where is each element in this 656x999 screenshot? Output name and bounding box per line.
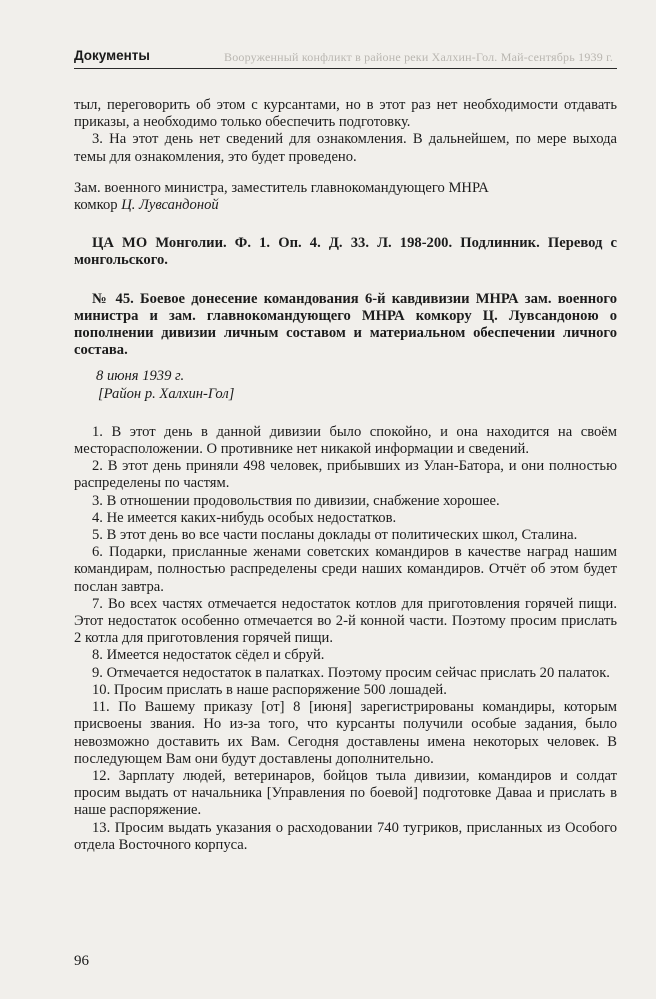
report-item-8: 8. Имеется недостаток сёдел и сбруй. (92, 647, 325, 664)
report-item-13: 13. Просим выдать указания о расходовании 740 тугриков, присланных из Особого отдела Восточного корпуса. (74, 819, 617, 853)
running-title: Документы (74, 48, 150, 63)
signature-rank: комкор (74, 197, 118, 214)
report-item-5: 5. В этот день во все части посланы доклады от политических школ, Сталина. (92, 527, 578, 544)
continuation-paragraph: тыл, переговорить об этом с курсантами, но в этот раз нет необходимости отдавать приказы, а необходимо только обеспечить подготовку. (74, 97, 617, 131)
report-item-11: 11. По Вашему приказу [от] 8 [июня] зарегистрированы командиры, которым присвоены звания. Но из-за того, что курсанты получили особые задания, было невозможно доставить их Вам. Сегодня доставлены имена некоторых человек. В последующем Вам они будут доставлены дополнительно. (74, 699, 617, 767)
archive-reference: ЦА МО Монголии. Ф. 1. Оп. 4. Д. 33. Л. 198-200. Подлинник. Перевод с монгольского. (74, 235, 617, 269)
report-item-2: 2. В этот день приняли 498 человек, прибывших из Улан-Батора, и они полностью распределены по частям. (74, 458, 617, 492)
report-item-10: 10. Просим прислать в наше распоряжение 500 лошадей. (92, 681, 447, 698)
page-number: 96 (74, 953, 89, 969)
report-item-1: 1. В этот день в данной дивизии было спокойно, и она находится на своём месторасположении. О противнике нет никакой информации и сведений. (74, 423, 617, 458)
signature-name: Ц. Лувсандоной (121, 197, 219, 214)
page-body (74, 97, 617, 854)
document-date: 8 июня 1939 г. (96, 368, 185, 385)
document-heading: № 45. Боевое донесение командования 6-й кавдивизии МНРА зам. военного министра и зам. главнокомандующего МНРА комкору Ц. Лувсандоною о пополнении дивизии личным составом и материальном обеспечении личного состава. (74, 290, 617, 359)
signature-line: Зам. военного министра, заместитель главнокомандующего МНРА (74, 179, 489, 196)
report-item-3: 3. В отношении продовольствия по дивизии, снабжение хорошее. (92, 492, 500, 509)
report-item-7: 7. Во всех частях отмечается недостаток котлов для приготовления горячей пищи. Этот недостаток особенно отмечается во 2-й конной части. Поэтому просим прислать 2 котла для приготовления горячей пищи. (74, 595, 617, 647)
bleed-through-text: Вооруженный конфликт в районе реки Халхин-Гол. Май-сентябрь 1939 г. (224, 50, 614, 64)
document-place: [Район р. Халхин-Гол] (98, 385, 235, 402)
report-item-9: 9. Отмечается недостаток в палатках. Поэтому просим сейчас прислать 20 палаток. (92, 664, 610, 681)
running-header (74, 46, 617, 69)
intro-item-3: 3. На этот день нет сведений для ознакомления. В дальнейшем, по мере выхода темы для ознакомления, это будет проведено. (74, 131, 617, 165)
report-item-6: 6. Подарки, присланные женами советских командиров в качестве наград нашим командирам, полностью распределены среди наших командиров. Отчёт об этом будет послан завтра. (74, 544, 617, 595)
report-item-12: 12. Зарплату людей, ветеринаров, бойцов тыла дивизии, командиров и солдат просим выдать от начальника [Управления по боевой] подготовке Даваа и прислать в наше распоряжение. (74, 767, 617, 819)
signature-name-line (74, 197, 617, 214)
report-item-4: 4. Не имеется каких-нибудь особых недостатков. (92, 509, 397, 526)
